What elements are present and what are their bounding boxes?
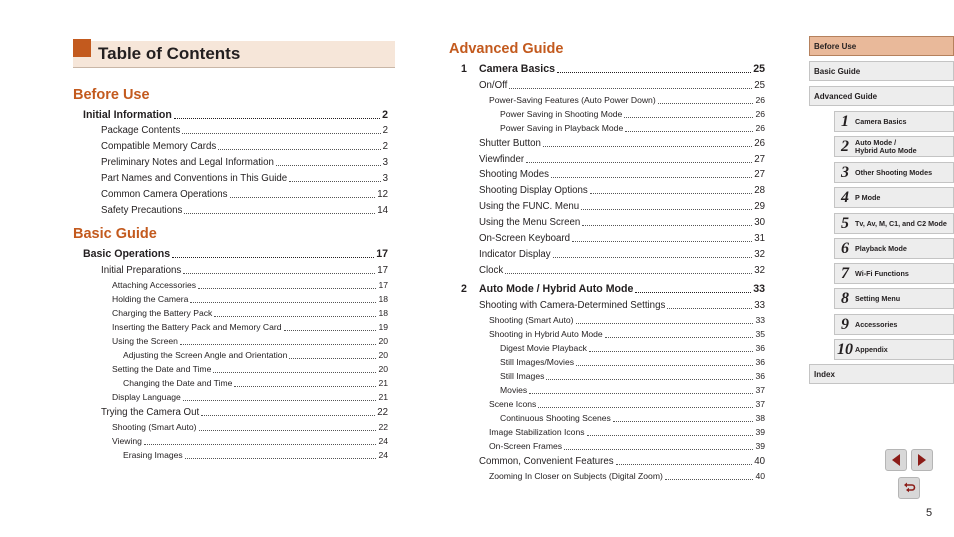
toc-entry[interactable]: Scene Icons 37: [489, 399, 765, 409]
toc-entry[interactable]: Shooting with Camera-Determined Settings 33: [479, 300, 765, 311]
toc-entry[interactable]: Viewing 24: [112, 436, 388, 446]
nav-tab-advanced-guide[interactable]: Advanced Guide: [809, 86, 954, 106]
toc-entry[interactable]: Display Language 21: [112, 392, 388, 402]
toc-entry[interactable]: Trying the Camera Out 22: [101, 407, 388, 418]
nav-chapter-4[interactable]: 4 P Mode: [834, 187, 954, 208]
toc-entry[interactable]: Inserting the Battery Pack and Memory Card 19: [112, 322, 388, 332]
toc-entry[interactable]: Shutter Button 26: [479, 138, 765, 149]
toc-entry[interactable]: Digest Movie Playback 36: [500, 343, 765, 353]
nav-tab-index[interactable]: Index: [809, 364, 954, 384]
toc-entry[interactable]: On/Off 25: [479, 80, 765, 91]
toc-entry[interactable]: Continuous Shooting Scenes 38: [500, 413, 765, 423]
nav-tab-before-use[interactable]: Before Use: [809, 36, 954, 56]
nav-chapter-1[interactable]: 1 Camera Basics: [834, 111, 954, 132]
page-title: Table of Contents: [98, 44, 241, 63]
toc-entry[interactable]: Package Contents 2: [101, 125, 388, 136]
toc-entry[interactable]: Common Camera Operations 12: [101, 189, 388, 200]
prev-page-button[interactable]: [885, 449, 907, 471]
toc-entry[interactable]: Shooting Modes 27: [479, 169, 765, 180]
nav-chapter-3[interactable]: 3 Other Shooting Modes: [834, 162, 954, 183]
toc-entry[interactable]: Viewfinder 27: [479, 154, 765, 165]
arrow-left-icon: [890, 453, 902, 467]
toc-entry[interactable]: Shooting (Smart Auto) 22: [112, 422, 388, 432]
nav-chapter-6[interactable]: 6 Playback Mode: [834, 238, 954, 259]
toc-entry[interactable]: Holding the Camera 18: [112, 294, 388, 304]
toc-entry[interactable]: Part Names and Conventions in This Guide 3: [101, 173, 388, 184]
return-button[interactable]: [898, 477, 920, 499]
toc-entry[interactable]: Adjusting the Screen Angle and Orientation 20: [123, 350, 388, 360]
toc-entry[interactable]: Shooting in Hybrid Auto Mode 35: [489, 329, 765, 339]
toc-entry[interactable]: Clock 32: [479, 265, 765, 276]
toc-entry[interactable]: Using the Menu Screen 30: [479, 217, 765, 228]
toc-entry[interactable]: Erasing Images 24: [123, 450, 388, 460]
toc-entry[interactable]: Movies 37: [500, 385, 765, 395]
nav-chapter-7[interactable]: 7 Wi-Fi Functions: [834, 263, 954, 284]
arrow-right-icon: [916, 453, 928, 467]
heading-before-use: Before Use: [73, 87, 150, 103]
toc-entry[interactable]: Initial Information 2: [83, 109, 388, 121]
toc-entry[interactable]: Shooting Display Options 28: [479, 185, 765, 196]
toc-entry[interactable]: Using the FUNC. Menu 29: [479, 201, 765, 212]
toc-entry[interactable]: Still Images/Movies 36: [500, 357, 765, 367]
toc-entry[interactable]: Common, Convenient Features 40: [479, 456, 765, 467]
next-page-button[interactable]: [911, 449, 933, 471]
toc-entry[interactable]: 1 Camera Basics 25: [461, 63, 765, 75]
toc-entry[interactable]: Preliminary Notes and Legal Information 3: [101, 157, 388, 168]
toc-entry[interactable]: Charging the Battery Pack 18: [112, 308, 388, 318]
toc-entry[interactable]: Power-Saving Features (Auto Power Down) 26: [489, 95, 765, 105]
title-marker: [73, 39, 91, 57]
toc-entry[interactable]: On-Screen Keyboard 31: [479, 233, 765, 244]
toc-entry[interactable]: Power Saving in Playback Mode 26: [500, 123, 765, 133]
toc-entry[interactable]: Attaching Accessories 17: [112, 280, 388, 290]
page-number: 5: [926, 507, 933, 519]
heading-basic-guide: Basic Guide: [73, 226, 157, 242]
heading-advanced-guide: Advanced Guide: [449, 41, 564, 57]
nav-tab-basic-guide[interactable]: Basic Guide: [809, 61, 954, 81]
toc-entry[interactable]: On-Screen Frames 39: [489, 441, 765, 451]
toc-entry[interactable]: Image Stabilization Icons 39: [489, 427, 765, 437]
toc-entry[interactable]: Zooming In Closer on Subjects (Digital Zoom) 40: [489, 471, 765, 481]
toc-entry[interactable]: Shooting (Smart Auto) 33: [489, 315, 765, 325]
nav-chapter-9[interactable]: 9 Accessories: [834, 314, 954, 335]
toc-entry[interactable]: 2 Auto Mode / Hybrid Auto Mode 33: [461, 283, 765, 295]
nav-chapter-5[interactable]: 5 Tv, Av, M, C1, and C2 Mode: [834, 213, 954, 234]
toc-entry[interactable]: Indicator Display 32: [479, 249, 765, 260]
toc-entry[interactable]: Compatible Memory Cards 2: [101, 141, 388, 152]
toc-entry[interactable]: Using the Screen 20: [112, 336, 388, 346]
toc-entry[interactable]: Basic Operations 17: [83, 248, 388, 260]
toc-entry[interactable]: Setting the Date and Time 20: [112, 364, 388, 374]
toc-entry[interactable]: Initial Preparations 17: [101, 265, 388, 276]
nav-chapter-10[interactable]: 10 Appendix: [834, 339, 954, 360]
toc-entry[interactable]: Safety Precautions 14: [101, 205, 388, 216]
toc-entry[interactable]: Power Saving in Shooting Mode 26: [500, 109, 765, 119]
nav-chapter-8[interactable]: 8 Setting Menu: [834, 288, 954, 309]
toc-entry[interactable]: Still Images 36: [500, 371, 765, 381]
return-icon: [902, 481, 916, 495]
toc-entry[interactable]: Changing the Date and Time 21: [123, 378, 388, 388]
nav-chapter-2[interactable]: 2 Auto Mode / Hybrid Auto Mode: [834, 136, 954, 157]
